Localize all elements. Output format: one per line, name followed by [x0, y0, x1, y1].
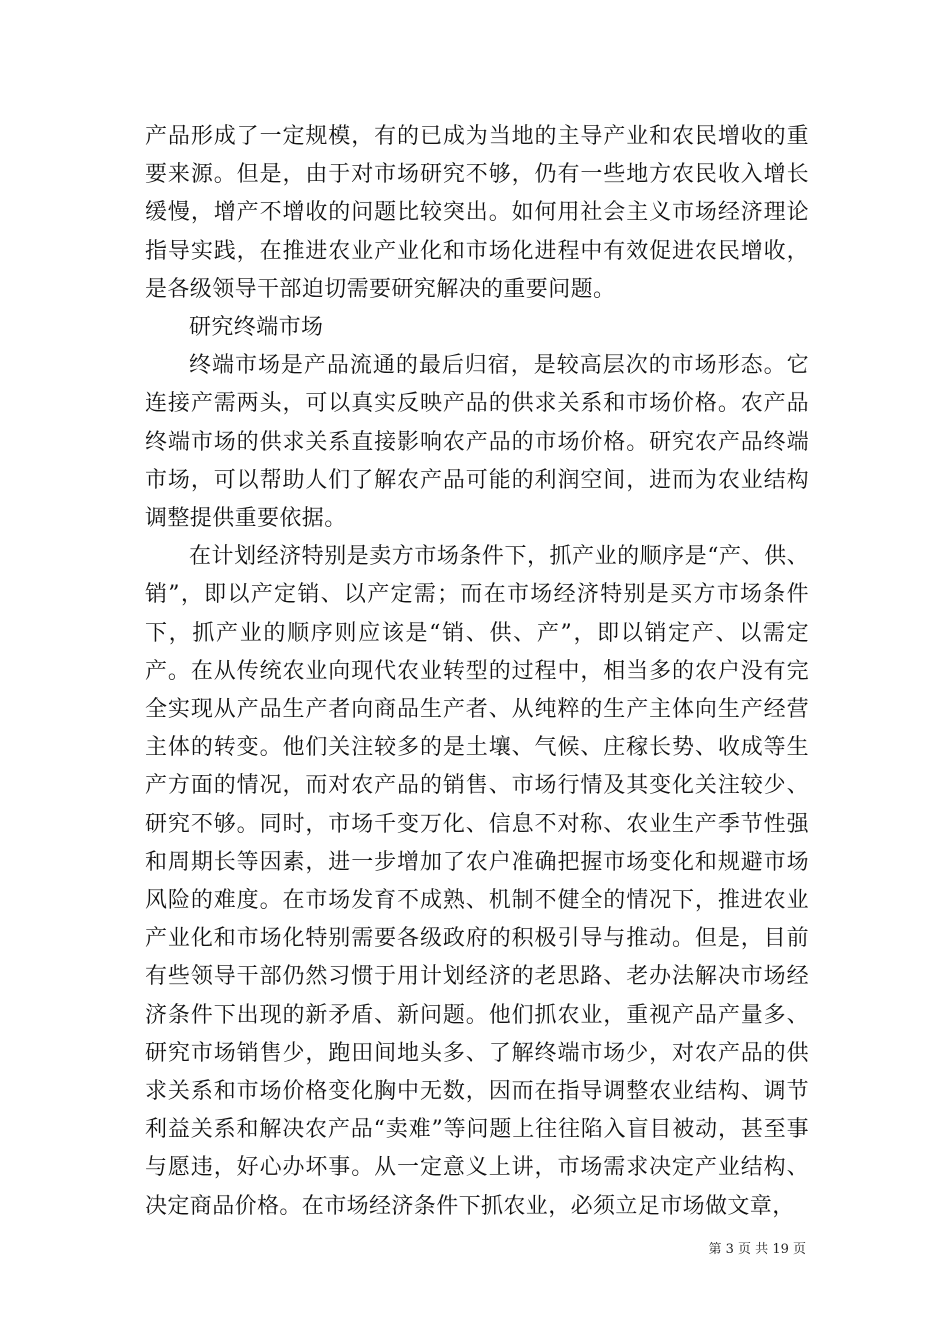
paragraph-terminal-market: 终端市场是产品流通的最后归宿，是较高层次的市场形态。它连接产需两头，可以真实反映产品的供求关系和市场价格。农产品终端市场的供求关系直接影响农产品的市场价格。研究农产品终端市场，可以帮助人们了解农产品可能的利润空间，进而为农业结构调整提供重要依据。	[145, 353, 809, 532]
paragraph-planned-economy: 在计划经济特别是卖方市场条件下，抓产业的顺序是“产、供、销”，即以产定销、以产定需；而在市场经济特别是买方市场条件下，抓产业的顺序则应该是“销、供、产”，即以销定产、以需定产。在从传统农业向现代农业转型的过程中，相当多的农户没有完全实现从产品生产者向商品生产者、从纯粹的生产主体向生产经营主体的转变。他们关注较多的是土壤、气候、庄稼长势、收成等生产方面的情况，而对农产品的销售、市场行情及其变化关注较少、研究不够。同时，市场千变万化、信息不对称、农业生产季节性强和周期长等因素，进一步增加了农户准确把握市场变化和规避市场风险的难度。在市场发育不成熟、机制不健全的情况下，推进农业产业化和市场化特别需要各级政府的积极引导与推动。但是，目前有些领导干部仍然习惯于用计划经济的老思路、老办法解决市场经济条件下出现的新矛盾、新问题。他们抓农业，重视产品产量多、研究市场销售少，跑田间地头多、了解终端市场少，对农产品的供求关系和市场价格变化胸中无数，因而在指导调整农业结构、调节利益关系和解决农产品“卖难”等问题上往往陷入盲目被动，甚至事与愿违，好心办坏事。从一定意义上讲，市场需求决定产业结构、决定商品价格。在市场经济条件下抓农业，必须立足市场做文章，	[145, 544, 809, 1219]
document-body	[145, 118, 809, 1226]
paragraph-continuation: 产品形成了一定规模，有的已成为当地的主导产业和农民增收的重要来源。但是，由于对市场研究不够，仍有一些地方农民收入增长缓慢，增产不增收的问题比较突出。如何用社会主义市场经济理论指导实践，在推进农业产业化和市场化进程中有效促进农民增收，是各级领导干部迫切需要研究解决的重要问题。	[145, 124, 809, 302]
page-number-footer: 第 3 页 共 19 页	[708, 1242, 806, 1257]
section-heading: 研究终端市场	[189, 315, 324, 341]
